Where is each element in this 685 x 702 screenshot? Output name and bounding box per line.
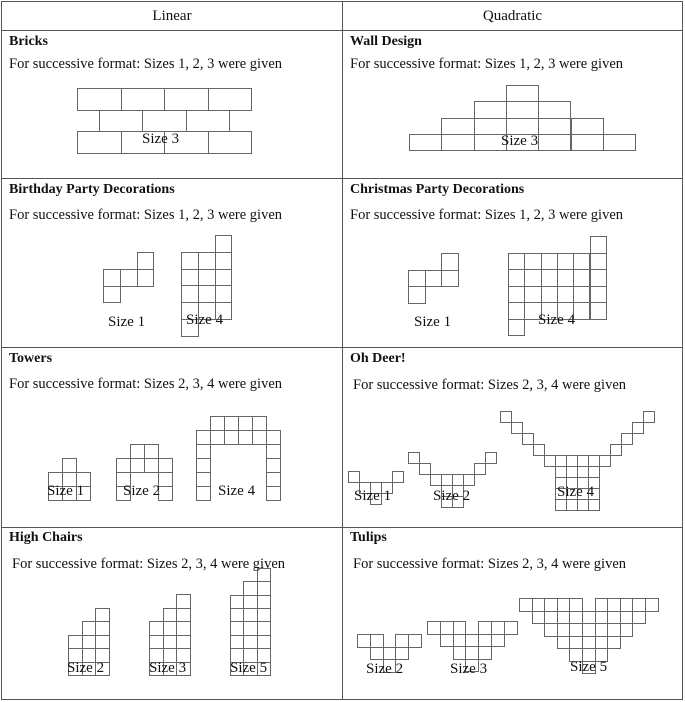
- tile: [181, 269, 199, 287]
- tile: [425, 270, 443, 288]
- tile: [163, 608, 178, 623]
- tile: [257, 621, 271, 635]
- tile: [130, 444, 145, 459]
- tile: [392, 471, 404, 483]
- cell-bricks: [2, 31, 342, 178]
- tile: [538, 118, 571, 135]
- tile: [590, 302, 607, 320]
- tile: [508, 253, 525, 271]
- tile: [370, 634, 384, 648]
- pattern-title: High Chairs: [9, 530, 83, 545]
- tile: [491, 621, 505, 635]
- pattern-title: Tulips: [350, 530, 387, 545]
- tile: [224, 416, 239, 431]
- tile: [478, 646, 492, 660]
- tile: [541, 269, 558, 287]
- tile: [573, 286, 590, 304]
- tile: [230, 635, 244, 649]
- tile: [408, 270, 426, 288]
- tile: [474, 101, 507, 118]
- tile: [198, 252, 216, 270]
- tile: [441, 118, 474, 135]
- tile: [524, 269, 541, 287]
- tile: [210, 416, 225, 431]
- tile: [230, 608, 244, 622]
- tile: [504, 621, 518, 635]
- tile: [198, 269, 216, 287]
- tile: [441, 134, 474, 151]
- tile: [257, 595, 271, 609]
- pattern-title: Christmas Party Decorations: [350, 182, 525, 197]
- brick: [77, 131, 122, 154]
- tile: [196, 486, 211, 501]
- tile: [478, 634, 492, 648]
- tile: [158, 472, 173, 487]
- tile: [607, 611, 621, 625]
- tile: [463, 474, 475, 486]
- tile: [645, 598, 659, 612]
- tile: [538, 101, 571, 118]
- tile: [266, 458, 281, 473]
- tile: [544, 611, 558, 625]
- tile: [573, 302, 590, 320]
- size-label: Size 3: [149, 660, 187, 676]
- tile: [603, 134, 636, 151]
- tile: [620, 623, 634, 637]
- tile: [62, 458, 77, 473]
- tile: [427, 621, 441, 635]
- tile: [519, 598, 533, 612]
- tile: [252, 416, 267, 431]
- tile: [230, 621, 244, 635]
- tile: [607, 636, 621, 650]
- tile: [243, 635, 257, 649]
- tile: [582, 611, 596, 625]
- tile: [643, 411, 655, 423]
- tile: [137, 269, 155, 287]
- tile: [557, 269, 574, 287]
- tile: [607, 623, 621, 637]
- cell-birthday-party-decorations: [2, 179, 342, 347]
- tile: [149, 635, 164, 650]
- pattern-subtitle: For successive format: Sizes 2, 3, 4 were given: [12, 556, 286, 572]
- size-label: Size 1: [47, 483, 85, 499]
- pattern-subtitle: For successive format: Sizes 1, 2, 3 were given: [350, 56, 624, 72]
- tile: [524, 286, 541, 304]
- tile: [506, 85, 539, 102]
- tile: [541, 253, 558, 271]
- tile: [82, 635, 97, 650]
- tile: [409, 134, 442, 151]
- cell-high-chairs: [2, 528, 342, 700]
- cell-oh-deer: [343, 348, 682, 527]
- cell-tulips: [343, 528, 682, 700]
- brick: [164, 88, 209, 111]
- tile: [569, 598, 583, 612]
- tile: [453, 621, 467, 635]
- tile: [196, 444, 211, 459]
- pattern-table: [1, 1, 683, 700]
- tile: [395, 647, 409, 661]
- brick: [77, 88, 122, 111]
- tile: [610, 444, 622, 456]
- tile: [569, 623, 583, 637]
- tile: [243, 581, 257, 595]
- tile: [590, 286, 607, 304]
- size-label: Size 1: [108, 314, 146, 330]
- pattern-title: Wall Design: [350, 34, 422, 49]
- brick: [142, 110, 187, 133]
- pattern-subtitle: For successive format: Sizes 1, 2, 3 were given: [9, 207, 283, 223]
- brick: [186, 110, 231, 133]
- tile: [440, 634, 454, 648]
- tile: [215, 269, 233, 287]
- cell-wall-design: [343, 31, 682, 178]
- tile: [215, 252, 233, 270]
- tile: [252, 430, 267, 445]
- pattern-subtitle: For successive format: Sizes 2, 3, 4 were given: [353, 377, 627, 393]
- size-label: Size 2: [433, 488, 471, 504]
- size-label: Size 1: [354, 488, 392, 504]
- tile: [573, 269, 590, 287]
- brick: [208, 88, 253, 111]
- size-label: Size 3: [501, 133, 539, 149]
- tile: [181, 285, 199, 303]
- tile: [266, 430, 281, 445]
- tile: [238, 416, 253, 431]
- size-label: Size 4: [538, 312, 576, 328]
- tile: [573, 253, 590, 271]
- pattern-subtitle: For successive format: Sizes 1, 2, 3 were given: [9, 56, 283, 72]
- tile: [243, 608, 257, 622]
- cell-towers: [2, 348, 342, 527]
- tile: [158, 458, 173, 473]
- tile: [595, 598, 609, 612]
- tile: [557, 253, 574, 271]
- tile: [181, 252, 199, 270]
- pattern-subtitle: For successive format: Sizes 2, 3, 4 were given: [353, 556, 627, 572]
- tile: [569, 611, 583, 625]
- tile: [198, 285, 216, 303]
- tile: [465, 646, 479, 660]
- cell-christmas-party-decorations: [343, 179, 682, 347]
- tile: [441, 253, 459, 271]
- tile: [582, 623, 596, 637]
- tile: [607, 598, 621, 612]
- brick: [121, 88, 166, 111]
- tile: [196, 430, 211, 445]
- tile: [176, 635, 191, 650]
- tile: [243, 621, 257, 635]
- tile: [215, 285, 233, 303]
- tile: [632, 611, 646, 625]
- tile: [243, 595, 257, 609]
- tile: [506, 101, 539, 118]
- tile: [453, 646, 467, 660]
- tile: [215, 235, 233, 253]
- tile: [357, 634, 371, 648]
- size-label: Size 3: [450, 661, 488, 677]
- header-linear: Linear: [152, 8, 192, 24]
- tile: [116, 458, 131, 473]
- tile: [441, 270, 459, 288]
- tile: [595, 636, 609, 650]
- tile: [508, 319, 525, 337]
- size-label: Size 1: [414, 314, 452, 330]
- pattern-subtitle: For successive format: Sizes 1, 2, 3 were given: [350, 207, 624, 223]
- tile: [257, 581, 271, 595]
- tile: [599, 455, 611, 467]
- size-label: Size 4: [186, 312, 224, 328]
- tile: [383, 647, 397, 661]
- tile: [595, 611, 609, 625]
- brick: [208, 131, 253, 154]
- tile: [544, 598, 558, 612]
- tile: [485, 452, 497, 464]
- tile: [196, 472, 211, 487]
- tile: [632, 598, 646, 612]
- tile: [149, 621, 164, 636]
- tile: [491, 634, 505, 648]
- tile: [590, 269, 607, 287]
- tile: [176, 594, 191, 609]
- tile: [557, 636, 571, 650]
- pattern-title: Birthday Party Decorations: [9, 182, 175, 197]
- pattern-subtitle: For successive format: Sizes 2, 3, 4 were given: [9, 376, 283, 392]
- tile: [557, 611, 571, 625]
- tile: [508, 302, 525, 320]
- tile: [440, 621, 454, 635]
- tile: [68, 635, 83, 650]
- tile: [144, 444, 159, 459]
- tile: [266, 472, 281, 487]
- tile: [257, 568, 271, 582]
- tile: [595, 623, 609, 637]
- tile: [508, 269, 525, 287]
- tile: [557, 286, 574, 304]
- tile: [370, 647, 384, 661]
- tile: [103, 286, 121, 304]
- tile: [532, 598, 546, 612]
- tile: [620, 611, 634, 625]
- tile: [238, 430, 253, 445]
- tile: [230, 595, 244, 609]
- tile: [257, 635, 271, 649]
- size-label: Size 2: [123, 483, 161, 499]
- tile: [590, 253, 607, 271]
- tile: [541, 286, 558, 304]
- tile: [95, 608, 110, 623]
- tile: [266, 486, 281, 501]
- tile: [224, 430, 239, 445]
- tile: [538, 134, 571, 151]
- pattern-title: Oh Deer!: [350, 351, 406, 366]
- tile: [571, 118, 604, 135]
- tile: [196, 458, 211, 473]
- tile: [163, 635, 178, 650]
- tile: [508, 286, 525, 304]
- tile: [266, 444, 281, 459]
- tile: [474, 463, 486, 475]
- tile: [103, 269, 121, 287]
- tile: [478, 621, 492, 635]
- tile: [395, 634, 409, 648]
- tile: [257, 608, 271, 622]
- tile: [465, 634, 479, 648]
- tile: [453, 634, 467, 648]
- tile: [557, 623, 571, 637]
- tile: [82, 621, 97, 636]
- tile: [532, 611, 546, 625]
- pattern-title: Bricks: [9, 34, 48, 49]
- brick: [99, 110, 144, 133]
- size-label: Size 4: [218, 483, 256, 499]
- tile: [544, 623, 558, 637]
- tile: [571, 134, 604, 151]
- tile: [621, 433, 633, 445]
- tile: [137, 252, 155, 270]
- tile: [569, 636, 583, 650]
- tile: [557, 598, 571, 612]
- tile: [590, 236, 607, 254]
- size-label: Size 4: [557, 484, 595, 500]
- tile: [210, 430, 225, 445]
- tile: [120, 269, 138, 287]
- size-label: Size 5: [570, 659, 608, 675]
- tile: [408, 634, 422, 648]
- tile: [632, 422, 644, 434]
- tile: [620, 598, 634, 612]
- tile: [95, 621, 110, 636]
- tile: [163, 621, 178, 636]
- tile: [95, 635, 110, 650]
- tile: [582, 636, 596, 650]
- size-label: Size 2: [67, 660, 105, 676]
- tile: [524, 253, 541, 271]
- tile: [158, 486, 173, 501]
- size-label: Size 2: [366, 661, 404, 677]
- size-label: Size 5: [230, 660, 268, 676]
- tile: [176, 608, 191, 623]
- header-quadratic: Quadratic: [482, 8, 543, 24]
- size-label: Size 3: [142, 131, 180, 147]
- tile: [408, 286, 426, 304]
- tile: [144, 458, 159, 473]
- tile: [130, 458, 145, 473]
- pattern-title: Towers: [9, 351, 53, 366]
- tile: [176, 621, 191, 636]
